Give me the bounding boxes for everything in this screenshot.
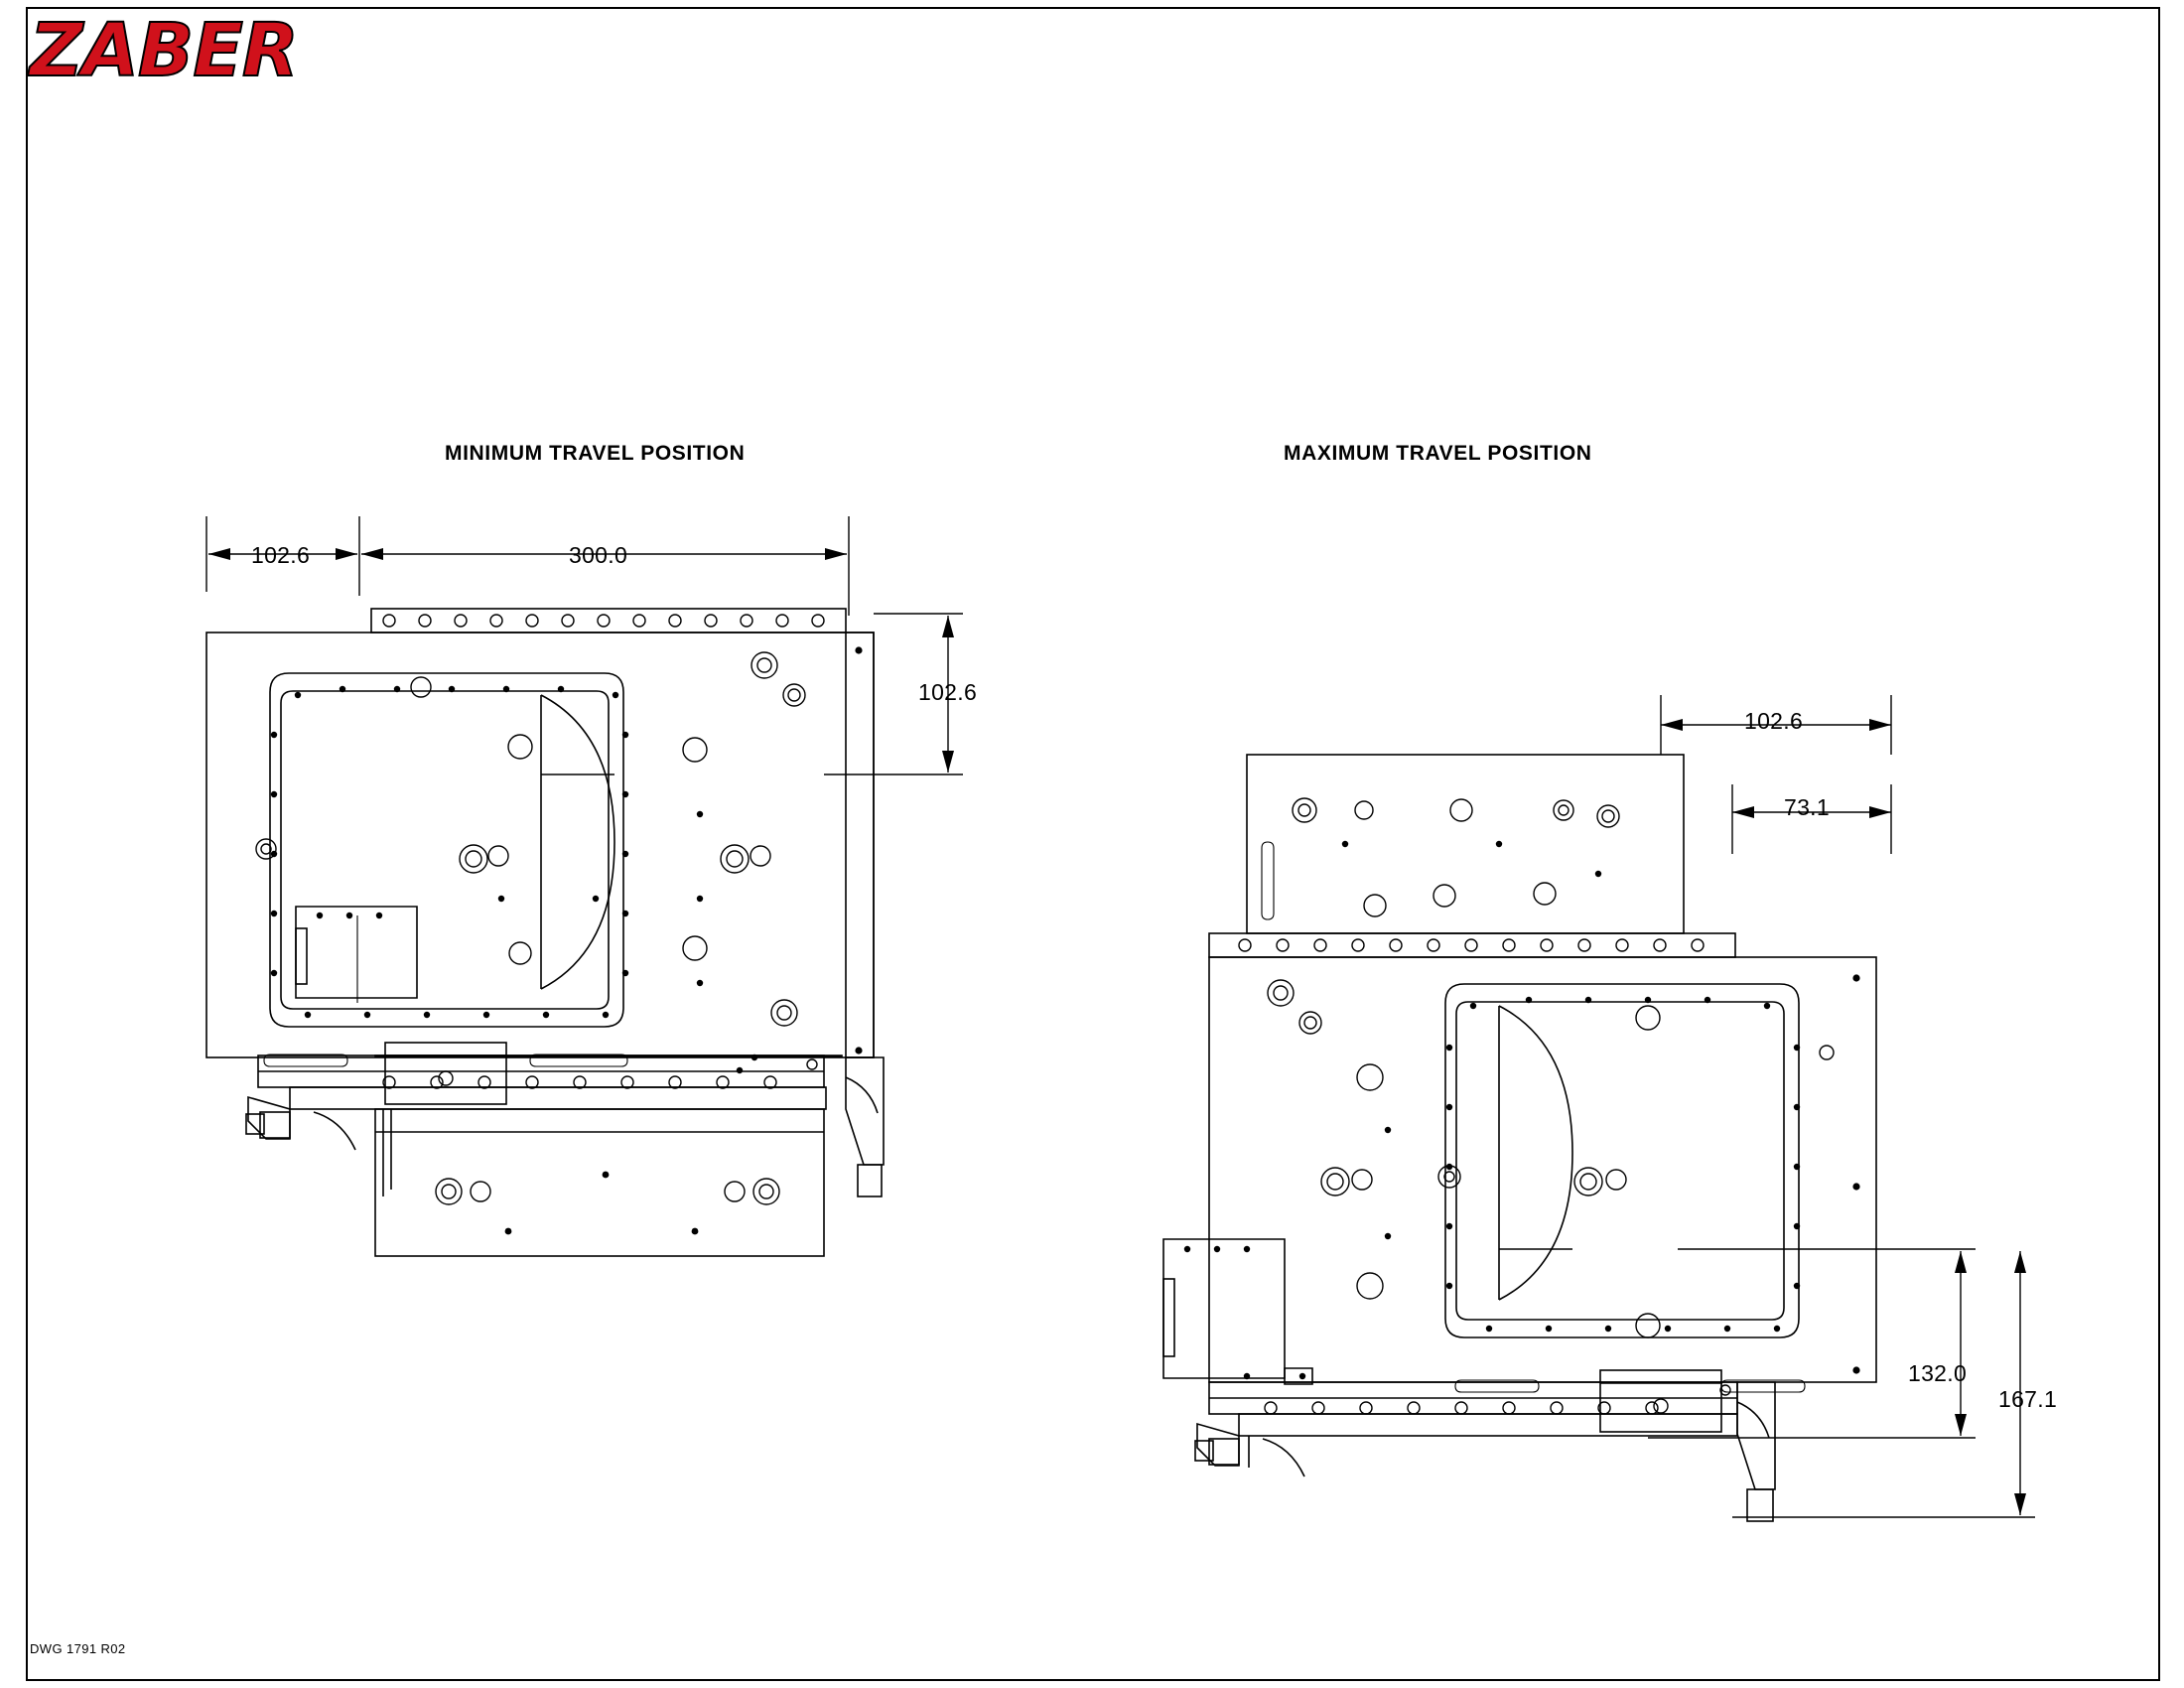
view-title-minimum: MINIMUM TRAVEL POSITION (445, 442, 746, 465)
view-title-maximum: MAXIMUM TRAVEL POSITION (1284, 442, 1592, 465)
sheet-border (26, 7, 2160, 1681)
dim-label-max-height-outer: 167.1 (1998, 1386, 2058, 1412)
dim-label-min-body-height: 102.6 (918, 679, 978, 705)
zaber-logo: ZABER (30, 8, 298, 93)
dim-label-min-body-width: 300.0 (569, 542, 628, 568)
dim-label-max-height-inner: 132.0 (1908, 1360, 1968, 1386)
dim-label-max-offset-inner: 73.1 (1784, 794, 1830, 820)
dim-label-min-overhang-left: 102.6 (251, 542, 311, 568)
drawing-number: DWG 1791 R02 (30, 1641, 126, 1656)
dim-label-max-offset-top: 102.6 (1744, 708, 1804, 734)
